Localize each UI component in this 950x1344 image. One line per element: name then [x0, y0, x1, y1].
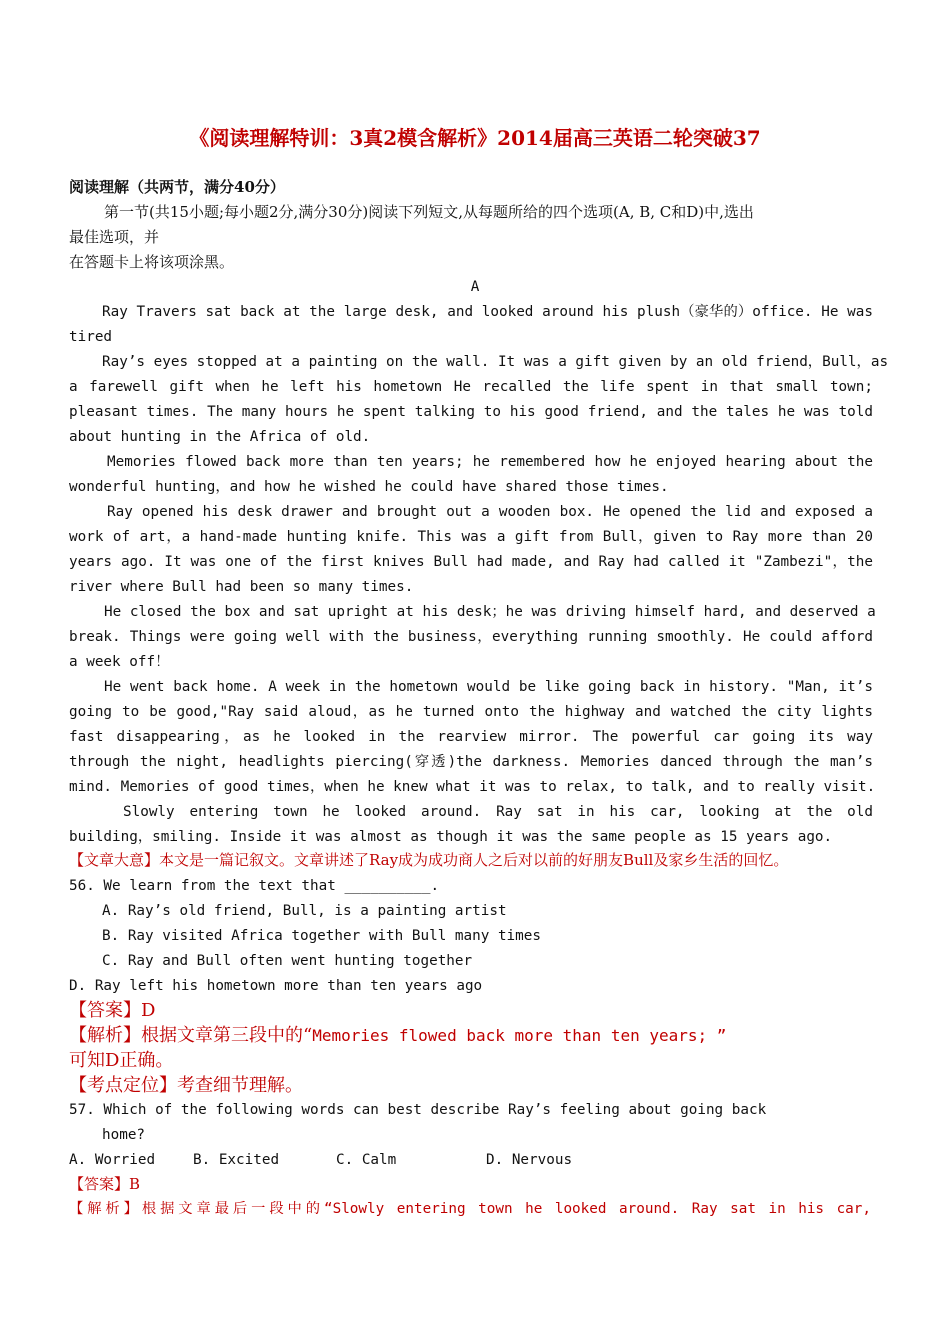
passage-line: break. Things were going well with the business，everything running smoothly. He could afford — [69, 629, 873, 645]
passage-line: tired — [69, 329, 113, 345]
passage-line: a farewell gift when he left his hometown He recalled the life spent in that small town; — [69, 379, 873, 395]
passage-line: He closed the box and sat upright at his desk；he was driving himself hard, and deserved a — [104, 604, 876, 620]
instructions-line-1: 第一节(共15小题;每小题2分,满分30分)阅读下列短文,从每题所给的四个选项(A, B, C和D)中,选出 — [104, 203, 754, 221]
article-summary: 【文章大意】本文是一篇记叙文。文章讲述了Ray成为成功商人之后对以前的好朋友Bull及家乡生活的回忆。 — [69, 851, 789, 869]
passage-line: Slowly entering town he looked around. Ray sat in his car, looking at the old — [123, 804, 873, 820]
passage-line: building，smiling. Inside it was almost as though it was the same people as 15 years ago. — [69, 829, 833, 845]
document-title: 《阅读理解特训：3真2模含解析》2014届高三英语二轮突破37 — [189, 126, 761, 150]
question-57-option-c: C. Calm — [336, 1152, 397, 1168]
passage-line: a week off！ — [69, 654, 170, 670]
question-56-analysis-tail: 可知D正确。 — [69, 1050, 174, 1071]
passage-line: fast disappearing，as he looked in the rearview mirror. The powerful car going its way — [69, 729, 873, 745]
question-57-option-b: B. Excited — [193, 1152, 280, 1168]
passage-line: Memories flowed back more than ten years; he remembered how he enjoyed hearing about the — [107, 454, 873, 470]
question-56-analysis — [69, 1025, 873, 1047]
section-heading: 阅读理解（共两节，满分40分） — [69, 178, 285, 196]
question-56-option-c: C. Ray and Bull often went hunting together — [102, 953, 473, 969]
question-56-stem: 56. We learn from the text that __________. — [69, 878, 440, 894]
question-57-stem: 57. Which of the following words can best describe Ray’s feeling about going back — [69, 1102, 767, 1118]
question-57-analysis: 【解析】根据文章最后一段中的“Slowly entering town he looked around. Ray sat in his car, — [69, 1201, 871, 1217]
passage-label: A — [470, 279, 480, 295]
passage-line: Ray Travers sat back at the large desk, and looked around his plush（豪华的）office. He was — [102, 304, 873, 320]
instructions-line-3: 在答题卡上将该项涂黑。 — [69, 253, 235, 271]
analysis-quote: Memories flowed back more than ten years; ” — [312, 1026, 727, 1045]
passage-line: through the night, headlights piercing(穿透)the darkness. Memories danced through the man’s — [69, 754, 873, 770]
passage-line: Ray’s eyes stopped at a painting on the wall. It was a gift given by an old friend，Bull，as — [102, 354, 889, 370]
passage-line: river where Bull had been so many times. — [69, 579, 414, 595]
passage-line: mind. Memories of good times，when he knew what it was to relax, to talk, and to really visit. — [69, 779, 876, 795]
passage-line: work of art，a hand-made hunting knife. This was a gift from Bull，given to Ray more than 20 — [69, 529, 873, 545]
passage-line: about hunting in the Africa of old. — [69, 429, 371, 445]
passage-line: wonderful hunting，and how he wished he could have shared those times. — [69, 479, 669, 495]
question-57-answer: 【答案】B — [69, 1175, 141, 1193]
question-56-option-a: A. Ray’s old friend, Bull, is a painting artist — [102, 903, 507, 919]
question-57-stem-continued: home? — [102, 1127, 146, 1143]
passage-line: years ago. It was one of the first knives Bull had made, and Ray had called it "Zambezi"，the — [69, 554, 873, 570]
passage-line: He went back home. A week in the hometown would be like going back in history. "Man, it’s — [104, 679, 873, 695]
passage-line: Ray opened his desk drawer and brought out a wooden box. He opened the lid and exposed a — [107, 504, 873, 520]
question-57-option-d: D. Nervous — [486, 1152, 573, 1168]
question-56-option-d: D. Ray left his hometown more than ten years ago — [69, 978, 483, 994]
passage-line: going to be good,"Ray said aloud，as he turned onto the highway and watched the city lights — [69, 704, 873, 720]
analysis-prefix: 【解析】根据文章第三段中的“ — [69, 1025, 313, 1046]
instructions-line-2: 最佳选项，并 — [69, 228, 160, 246]
question-56-answer: 【答案】D — [69, 1000, 156, 1021]
passage-line: pleasant times. The many hours he spent talking to his good friend, and the tales he was told — [69, 404, 873, 420]
question-57-option-a: A. Worried — [69, 1152, 156, 1168]
question-56-focus: 【考点定位】考查细节理解。 — [69, 1075, 303, 1096]
question-56-option-b: B. Ray visited Africa together with Bull many times — [102, 928, 541, 944]
